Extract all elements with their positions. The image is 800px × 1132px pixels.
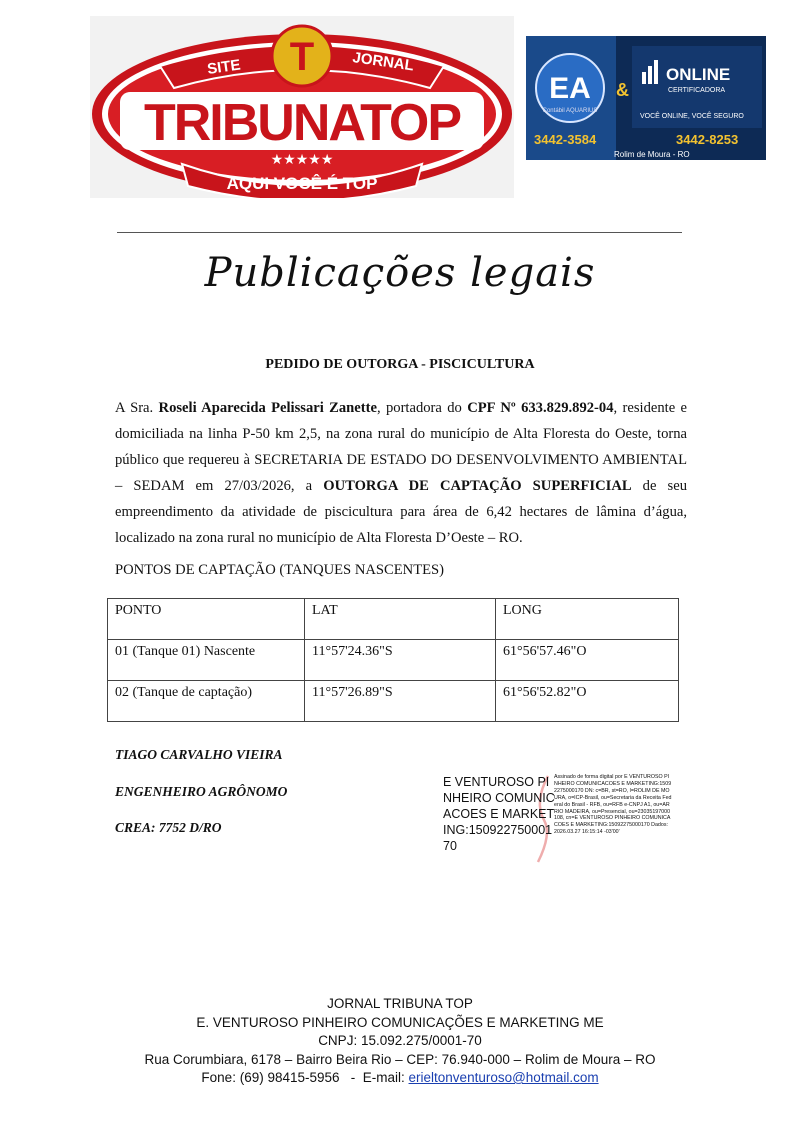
signatory-crea: CREA: 7752 D/RO — [115, 820, 222, 835]
table-header-cell: LAT — [305, 599, 496, 640]
header-divider — [117, 232, 682, 233]
logo-site-text: SITE — [206, 56, 242, 78]
footer-contact — [0, 1069, 800, 1088]
logo-emblem-letter: T — [289, 35, 315, 79]
footer-cnpj: CNPJ: 15.092.275/0001-70 — [318, 1033, 482, 1048]
table-header-cell: LONG — [496, 599, 679, 640]
banner-aquarius: Contábil AQUARIUS — [542, 108, 598, 114]
tribuna-top-logo — [90, 16, 514, 198]
banner-online-brand: ONLINE — [666, 65, 731, 84]
signatory-name: TIAGO CARVALHO VIEIRA — [115, 747, 283, 762]
table-cell: 02 (Tanque de captação) — [108, 681, 305, 722]
applicant-name: Roseli Aparecida Pelissari Zanette — [158, 400, 377, 416]
banner-tagline: VOCÊ ONLINE, VOCÊ SEGURO — [640, 113, 744, 120]
logo-stars: ★★★★★ — [270, 152, 334, 168]
table-cell: 61°56'52.82"O — [496, 681, 679, 722]
digital-signature-name: E VENTUROSO PINHEIRO COMUNICACOES E MARKETING:15092275000170 — [443, 775, 555, 853]
points-title: PONTOS DE CAPTAÇÃO (TANQUES NASCENTES) — [115, 562, 445, 578]
table-header-cell: PONTO — [108, 599, 305, 640]
logo-slogan: AQUI VOCÊ É TOP — [226, 174, 378, 193]
outorga-type: OUTORGA DE CAPTAÇÃO SUPERFICIAL — [323, 478, 632, 494]
banner-right-phone: 3442-8253 — [676, 132, 739, 147]
banner-location: Rolim de Moura - RO — [614, 150, 690, 159]
sponsor-banner — [526, 36, 766, 160]
logo-name-tribuna: TRIBUNA — [143, 94, 361, 152]
footer-phone: Fone: (69) 98415-5956 - E-mail: — [201, 1070, 409, 1085]
table-row — [108, 640, 679, 681]
footer-newspaper: JORNAL TRIBUNA TOP — [327, 996, 473, 1011]
logo-name-top: TOP — [360, 94, 461, 152]
footer-company: E. VENTUROSO PINHEIRO COMUNICAÇÕES E MARKETING ME — [196, 1014, 604, 1030]
banner-ea-brand: EA — [549, 72, 591, 105]
table-row — [108, 681, 679, 722]
footer-email-link[interactable]: erieltonventuroso@hotmail.com — [408, 1070, 599, 1085]
page-footer — [0, 995, 800, 1088]
table-cell: 01 (Tanque 01) Nascente — [108, 640, 305, 681]
document-title: PEDIDO DE OUTORGA - PISCICULTURA — [265, 357, 535, 372]
table-cell: 11°57'24.36"S — [305, 640, 496, 681]
applicant-cpf: CPF Nº 633.829.892-04 — [467, 400, 614, 416]
signatory-role: ENGENHEIRO AGRÔNOMO — [115, 784, 288, 799]
points-table — [107, 598, 679, 722]
page-heading: Publicações legais — [204, 250, 596, 296]
document-body: A Sra. Roseli Aparecida Pelissari Zanette, portadora do CPF Nº 633.829.892-04, residente e domiciliada na linha P-50 km 2,5, na zona rural do município de Alta Floresta do Oeste, torna público que requereu à SECRETARIA DE ESTADO DO DESENVOLVIMENTO AMBIENTAL – SEDAM em 27/03/2026, a OUTORGA DE CAPTAÇÃO SUPERFICIAL de seu empreendimento da atividade de piscicultura para área de 6,42 hectares de lâmina d’água, localizado na zona rural no município de Alta Floresta D’Oeste – RO. — [115, 400, 687, 546]
table-cell: 11°57'26.89"S — [305, 681, 496, 722]
banner-certificadora: CERTIFICADORA — [668, 87, 726, 94]
footer-address: Rua Corumbiara, 6178 – Bairro Beira Rio – CEP: 76.940-000 – Rolim de Moura – RO — [144, 1051, 656, 1067]
digital-signature-details: Assinado de forma digital por E VENTUROSO PINHEIRO COMUNICACOES E MARKETING:15092275000170 DN: c=BR, st=RO, l=ROLIM DE MOURA, o=ICP-Brasil, ou=Secretaria da Receita Federal do Brasil - RFB, ou=RFB e-CNPJ A1, ou=AR RIO MADEIRA, ou=Presencial, ou=23035197000108, cn=E VENTUROSO PINHEIRO COMUNICACOES E MARKETING:15092275000170 Dados: 2026.03.27 16:15:14 -03'00' — [554, 774, 672, 836]
logo-jornal-text: JORNAL — [351, 49, 415, 75]
svg-text:TRIBUNATOP — [144, 94, 460, 152]
banner-left-phone: 3442-3584 — [534, 132, 597, 147]
table-header-row — [108, 599, 679, 640]
banner-amp: & — [616, 80, 629, 100]
table-cell: 61°56'57.46"O — [496, 640, 679, 681]
